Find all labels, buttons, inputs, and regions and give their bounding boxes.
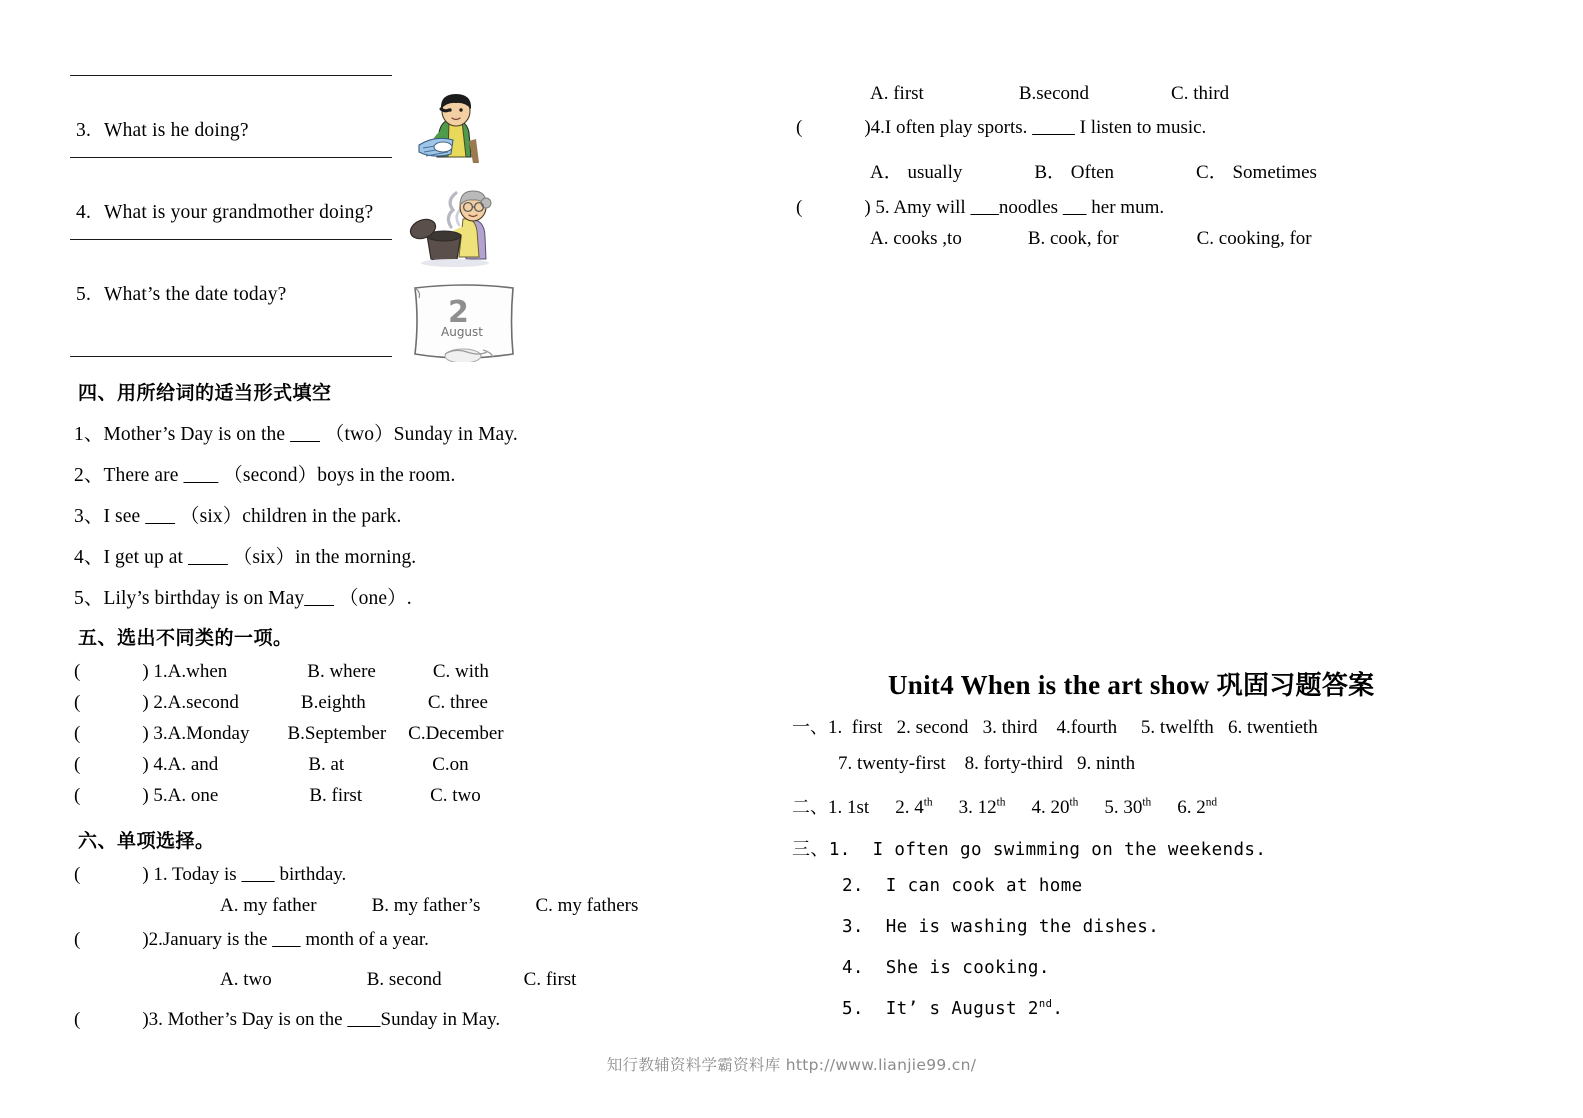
item-number: 3. xyxy=(842,917,864,937)
section4-item-2 xyxy=(74,459,455,487)
option-a[interactable]: A. my father xyxy=(220,895,317,916)
section5-item-4: ( ) 4.A. and B. at C.on xyxy=(74,754,469,775)
item-number: 5. xyxy=(842,999,864,1019)
option-c[interactable]: C. third xyxy=(1171,83,1230,104)
section6-question-2-options xyxy=(220,969,576,991)
option-c[interactable]: C. cooking, for xyxy=(1196,228,1312,249)
section6-question-3-stem: ( )3. Mother’s Day is on the Sunday in May. xyxy=(74,1009,501,1030)
stem-text: )3. Mother’s Day is on the xyxy=(142,1009,348,1030)
item-number: 2. xyxy=(842,876,864,896)
option-b[interactable]: B. where xyxy=(307,661,376,682)
group-2-answer-item xyxy=(828,797,869,818)
right-q4-stem: ( )4.I often play sports. I listen to music. xyxy=(796,117,1207,138)
fill-blank[interactable] xyxy=(145,506,175,527)
stem-text: ) 1. Today is xyxy=(142,864,242,885)
section5-item-2: ( ) 2.A.second B.eighth C. three xyxy=(74,692,488,713)
answer-key-title xyxy=(888,665,1374,702)
group-2-answer-item xyxy=(1177,797,1217,818)
section5-item-3: ( ) 3.A.Monday B.September C.December xyxy=(74,723,504,744)
item-number: 5. 30 xyxy=(1104,797,1143,818)
option-a[interactable]: A. cooks ,to xyxy=(870,228,962,249)
right-q5-stem: ( ) 5. Amy will noodles her mum. xyxy=(796,197,1165,218)
answer-group-3-line-4 xyxy=(842,958,1050,978)
group-1-answers-row2: 7. twenty-first 8. forty-third 9. ninth xyxy=(838,753,1136,774)
section4-item-3 xyxy=(74,500,401,528)
item-text-before: I see xyxy=(103,506,146,527)
fill-blank[interactable] xyxy=(183,465,218,486)
option-c[interactable]: C. first xyxy=(523,969,577,990)
option-c[interactable]: C.December xyxy=(408,723,504,744)
fill-blank[interactable] xyxy=(1032,117,1075,138)
stem-tail: month of a year. xyxy=(300,929,429,950)
option-a[interactable]: ) 4.A. and xyxy=(142,754,219,775)
option-b[interactable]: B． Often xyxy=(1034,162,1115,183)
answer-key-title-en: Unit4 When is the art show xyxy=(888,670,1210,700)
section-6-heading: 六、单项选择。 xyxy=(78,830,215,852)
question-text-4 xyxy=(76,202,373,224)
item-number: 4. 20 xyxy=(1031,797,1070,818)
option-c[interactable]: C. two xyxy=(430,785,481,806)
grandmother-cooking-picture xyxy=(407,183,503,267)
item-number: 4、 xyxy=(74,547,104,568)
section6-question-1-stem: ( ) 1. Today is birthday. xyxy=(74,864,347,885)
answer-group-3-line-2 xyxy=(842,876,1083,896)
fill-blank[interactable] xyxy=(241,864,274,885)
answer-group-3-line-5 xyxy=(842,999,1063,1019)
boy-washing-dishes-picture xyxy=(413,85,495,167)
item-number: 2、 xyxy=(74,465,104,486)
right-q5-options xyxy=(870,228,1312,250)
august-2-calendar-picture xyxy=(405,278,521,362)
item-number: 4. xyxy=(842,958,864,978)
option-c[interactable]: C. with xyxy=(432,661,489,682)
answer-question-row xyxy=(70,157,710,239)
answer-blank-line[interactable] xyxy=(70,75,392,76)
item-number: 5、 xyxy=(74,588,104,609)
group-label: 三、 xyxy=(792,839,829,860)
item-text-before: Lily’s birthday is on May xyxy=(103,588,305,609)
option-b[interactable]: B. cook, for xyxy=(1027,228,1119,249)
answer-group-3-line-3 xyxy=(842,917,1159,937)
item-text-after: （six）in the morning. xyxy=(227,547,417,568)
item-text-after: （six）children in the park. xyxy=(175,506,402,527)
section5-item-5: ( ) 5.A. one B. first C. two xyxy=(74,785,481,806)
item-number: 1、 xyxy=(74,424,104,445)
question-text-3 xyxy=(76,120,249,142)
fill-blank[interactable] xyxy=(347,1009,380,1030)
answer-question-row xyxy=(70,75,710,157)
fill-blank[interactable] xyxy=(188,547,228,568)
group-label: 一、 xyxy=(792,717,828,738)
calendar-month: August xyxy=(441,325,483,339)
ordinal-suffix: nd xyxy=(1038,998,1053,1011)
calendar-day: 2 xyxy=(448,295,469,330)
fill-blank[interactable] xyxy=(304,588,334,609)
section4-item-1 xyxy=(74,418,518,446)
option-b[interactable]: B. at xyxy=(308,754,345,775)
option-a[interactable]: ) 3.A.Monday xyxy=(142,723,250,744)
question-body: What’s the date today? xyxy=(104,284,287,305)
ordinal-suffix: nd xyxy=(1205,796,1218,809)
option-c[interactable]: C.on xyxy=(432,754,469,775)
option-c[interactable]: C. my fathers xyxy=(535,895,639,916)
stem-mid: noodles xyxy=(998,197,1063,218)
section4-item-4 xyxy=(74,541,416,569)
item-text-before: I get up at xyxy=(103,547,189,568)
footer-text: 知行教辅资料学霸资料库 http://www.lianjie99.cn/ xyxy=(606,1056,977,1074)
group-2-answer-item xyxy=(895,797,932,818)
group-1-answers-row1: 1. first 2. second 3. third 4.fourth 5. twelfth 6. twentieth xyxy=(828,717,1318,738)
item-number: 3、 xyxy=(74,506,104,527)
section4-item-5 xyxy=(74,582,412,610)
answer-blank-line[interactable] xyxy=(70,239,392,240)
answer-key-title-cn: 巩固习题答案 xyxy=(1216,671,1375,701)
section6-question-2-stem: ( )2.January is the month of a year. xyxy=(74,929,429,950)
ordinal-suffix: th xyxy=(1069,796,1079,809)
option-b[interactable]: B. my father’s xyxy=(371,895,481,916)
stem-tail: I listen to music. xyxy=(1074,117,1207,138)
item-text-after: （two）Sunday in May. xyxy=(319,424,518,445)
section6-question-1-options xyxy=(220,895,638,917)
option-a[interactable]: ) 5.A. one xyxy=(142,785,219,806)
group-2-answer-item xyxy=(1104,797,1151,818)
option-a[interactable]: A. two xyxy=(220,969,272,990)
ordinal-suffix: th xyxy=(996,796,1006,809)
option-a[interactable]: ) 2.A.second xyxy=(142,692,239,713)
item-text: She is cooking. xyxy=(885,958,1050,978)
answer-group-1-line-1 xyxy=(792,713,1318,739)
stem-text: ) 5. Amy will xyxy=(864,197,971,218)
item-text: I often go swimming on the weekends. xyxy=(872,840,1267,860)
answer-group-1-line-2 xyxy=(838,753,1135,775)
section5-item-1: ( ) 1.A.when B. where C. with xyxy=(74,661,489,682)
item-text-before: Mother’s Day is on the xyxy=(103,424,291,445)
option-b[interactable]: B.eighth xyxy=(300,692,366,713)
stem-text: )4.I often play sports. xyxy=(864,117,1033,138)
fill-blank[interactable] xyxy=(272,929,301,950)
right-q4-options xyxy=(870,157,1317,184)
option-c[interactable]: C. three xyxy=(427,692,488,713)
answer-question-row xyxy=(70,239,710,321)
stem-tail: birthday. xyxy=(274,864,347,885)
item-number: 2. 4 xyxy=(895,797,924,818)
item-text-before: There are xyxy=(103,465,184,486)
question-text-5 xyxy=(76,284,287,306)
option-b[interactable]: B. first xyxy=(309,785,363,806)
ordinal-suffix: th xyxy=(923,796,933,809)
fill-blank-1[interactable] xyxy=(970,197,999,218)
option-c[interactable]: C． Sometimes xyxy=(1196,162,1317,183)
item-tail: . xyxy=(1052,999,1064,1019)
group-2-answers xyxy=(828,797,1217,818)
footer-watermark xyxy=(0,1053,1583,1075)
answer-blank-line[interactable] xyxy=(70,157,392,158)
group-2-answer-item xyxy=(1031,797,1078,818)
item-number: 1. xyxy=(828,840,851,860)
question-body: What is your grandmother doing? xyxy=(104,202,374,223)
right-q3-options xyxy=(870,83,1229,105)
answer-blank-line[interactable] xyxy=(70,356,392,357)
section-4-heading: 四、用所给词的适当形式填空 xyxy=(78,382,332,404)
item-number: 3. 12 xyxy=(958,797,997,818)
question-number: 3. xyxy=(76,120,92,141)
section-5-heading: 五、选出不同类的一项。 xyxy=(78,627,293,649)
stem-tail: Sunday in May. xyxy=(380,1009,501,1030)
option-a[interactable]: ) 1.A.when xyxy=(142,661,228,682)
item-text: He is washing the dishes. xyxy=(885,917,1160,937)
option-b[interactable]: B. second xyxy=(366,969,442,990)
item-text: It’ s August 2 xyxy=(885,999,1039,1019)
answer-group-2-line xyxy=(792,793,1217,819)
question-number: 4. xyxy=(76,202,92,223)
stem-tail: her mum. xyxy=(1086,197,1165,218)
fill-blank-2[interactable] xyxy=(1063,197,1087,218)
item-number: 1. 1st xyxy=(828,797,870,818)
stem-text: )2.January is the xyxy=(142,929,273,950)
option-a[interactable]: A． usually xyxy=(870,162,963,183)
item-text-after: （second）boys in the room. xyxy=(218,465,456,486)
ordinal-suffix: th xyxy=(1142,796,1152,809)
option-a[interactable]: A. first xyxy=(870,83,924,104)
option-b[interactable]: B.second xyxy=(1018,83,1090,104)
item-text: I can cook at home xyxy=(885,876,1083,896)
answer-group-3-line-1 xyxy=(792,835,1266,861)
question-body: What is he doing? xyxy=(104,120,249,141)
fill-blank[interactable] xyxy=(290,424,320,445)
group-label: 二、 xyxy=(792,797,828,818)
item-number: 6. 2 xyxy=(1177,797,1206,818)
group-2-answer-item xyxy=(959,797,1006,818)
question-number: 5. xyxy=(76,284,92,305)
item-text-after: （one）. xyxy=(334,588,412,609)
option-b[interactable]: B.September xyxy=(287,723,387,744)
